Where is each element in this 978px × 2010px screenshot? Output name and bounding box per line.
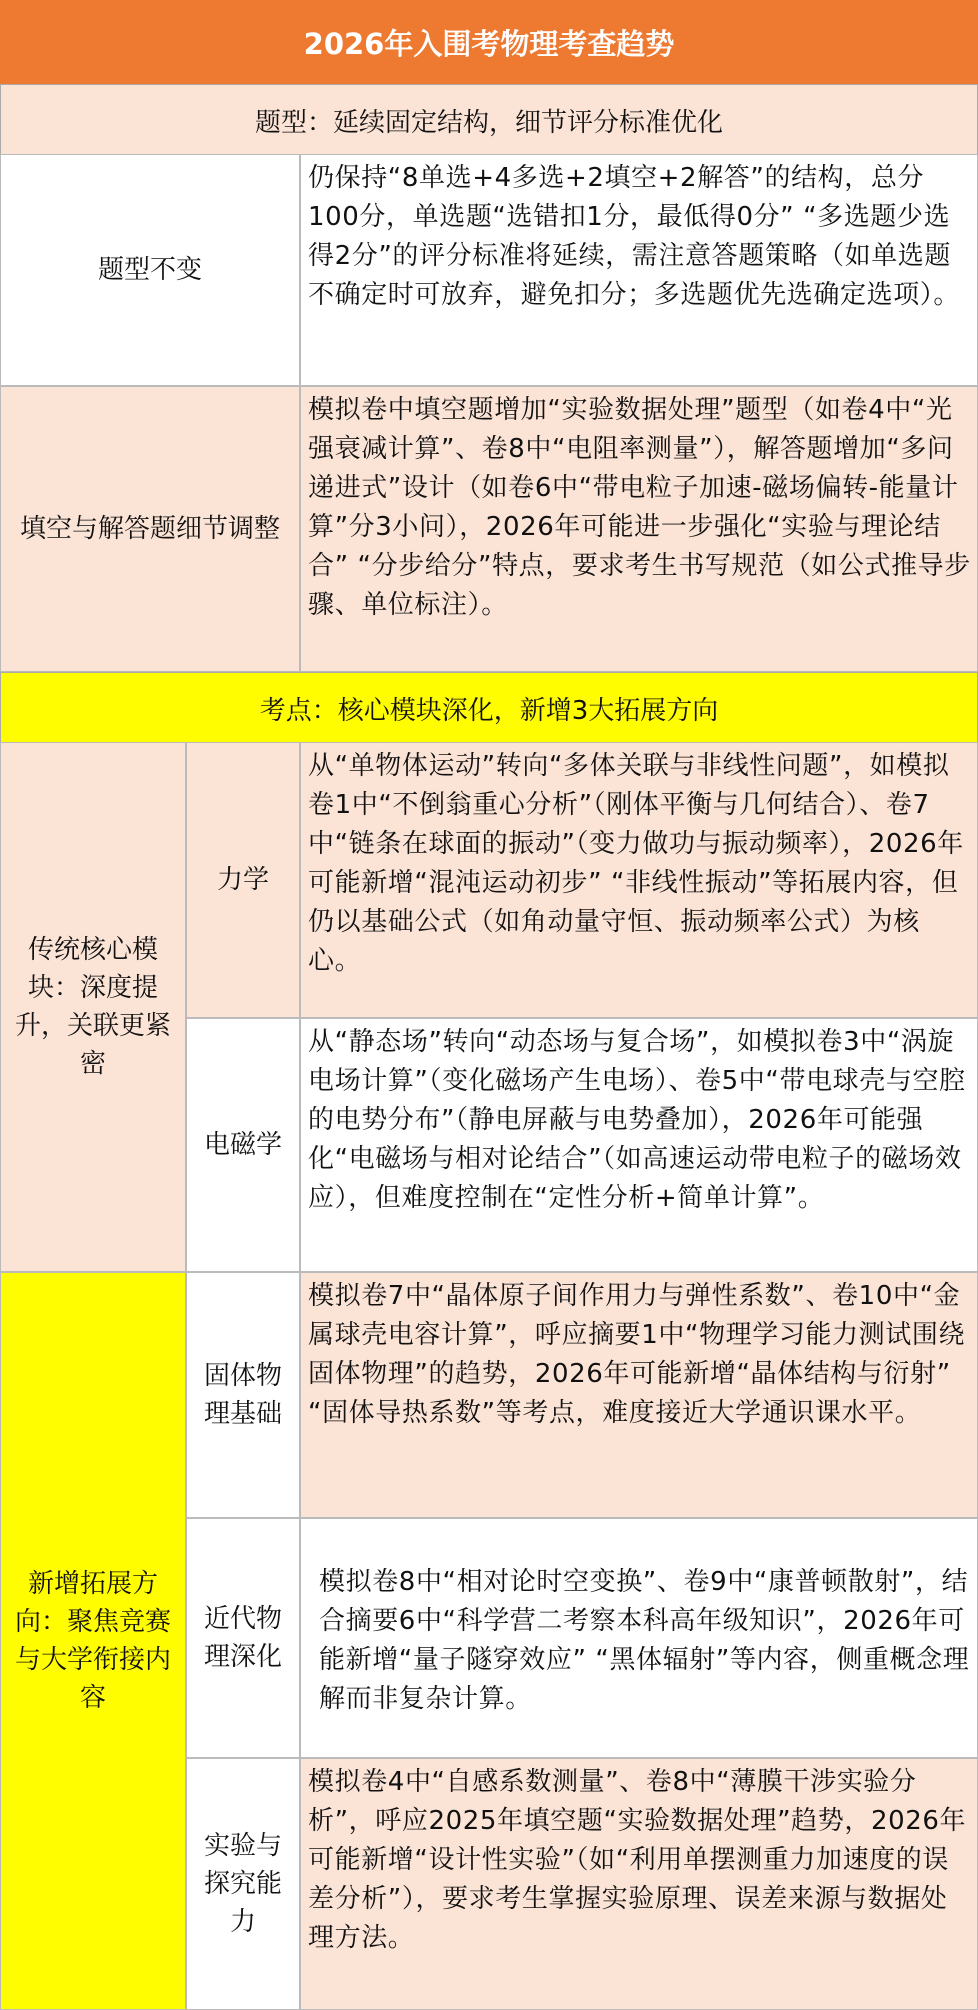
table-title: 2026年入围考物理考查趋势 (0, 0, 978, 84)
sub-label-experiment: 实验与探究能力 (186, 1758, 300, 2010)
row-text-question-types-unchanged: 仍保持“8单选+4多选+2填空+2解答”的结构，总分100分，单选题“选错扣1分，最低得0分” “多选题少选得2分”的评分标准将延续，需注意答题策略（如单选题不确定时可放弃，避免扣分；多选题优先选确定选项）。 (300, 154, 978, 386)
row-label-question-types-unchanged: 题型不变 (0, 154, 300, 386)
sub-label-solid-state: 固体物理基础 (186, 1272, 300, 1518)
group-label-new-directions: 新增拓展方向：聚焦竞赛与大学衔接内容 (0, 1272, 186, 2010)
sub-label-modern-physics: 近代物理深化 (186, 1518, 300, 1758)
row-label-fill-and-solve-adjust: 填空与解答题细节调整 (0, 386, 300, 672)
sub-label-mechanics: 力学 (186, 742, 300, 1018)
section-heading-question-types: 题型：延续固定结构，细节评分标准优化 (0, 84, 978, 156)
text-electromagnetism: 从“静态场”转向“动态场与复合场”，如模拟卷3中“涡旋电场计算”（变化磁场产生电场）、卷5中“带电球壳与空腔的电势分布”（静电屏蔽与电势叠加），2026年可能强化“电磁场与相对论结合”（如高速运动带电粒子的磁场效应），但难度控制在“定性分析+简单计算”。 (300, 1018, 978, 1272)
row-text-fill-and-solve-adjust: 模拟卷中填空题增加“实验数据处理”题型（如卷4中“光强衰减计算”、卷8中“电阻率测量”），解答题增加“多问递进式”设计（如卷6中“带电粒子加速-磁场偏转-能量计算”分3小问），2026年可能进一步强化“实验与理论结合” “分步给分”特点，要求考生书写规范（如公式推导步骤、单位标注）。 (300, 386, 978, 672)
text-experiment: 模拟卷4中“自感系数测量”、卷8中“薄膜干涉实验分析”，呼应2025年填空题“实验数据处理”趋势，2026年可能新增“设计性实验”（如“利用单摆测重力加速度的误差分析”），要求考生掌握实验原理、误差来源与数据处理方法。 (300, 1758, 978, 2010)
text-solid-state: 模拟卷7中“晶体原子间作用力与弹性系数”、卷10中“金属球壳电容计算”，呼应摘要1中“物理学习能力测试围绕固体物理”的趋势，2026年可能新增“晶体结构与衍射” “固体导热系数”等考点，难度接近大学通识课水平。 (300, 1272, 978, 1518)
text-modern-physics: 模拟卷8中“相对论时空变换”、卷9中“康普顿散射”，结合摘要6中“科学营二考察本科高年级知识”，2026年可能新增“量子隧穿效应” “黑体辐射”等内容，侧重概念理解而非复杂计算。 (300, 1518, 978, 1758)
sub-label-electromagnetism: 电磁学 (186, 1018, 300, 1272)
section-heading-exam-points: 考点：核心模块深化，新增3大拓展方向 (0, 672, 978, 744)
text-mechanics: 从“单物体运动”转向“多体关联与非线性问题”，如模拟卷1中“不倒翁重心分析”（刚体平衡与几何结合）、卷7中“链条在球面的振动”（变力做功与振动频率），2026年可能新增“混沌运动初步” “非线性振动”等拓展内容，但仍以基础公式（如角动量守恒、振动频率公式）为核心。 (300, 742, 978, 1018)
group-label-core-modules: 传统核心模块：深度提升，关联更紧密 (0, 742, 186, 1272)
